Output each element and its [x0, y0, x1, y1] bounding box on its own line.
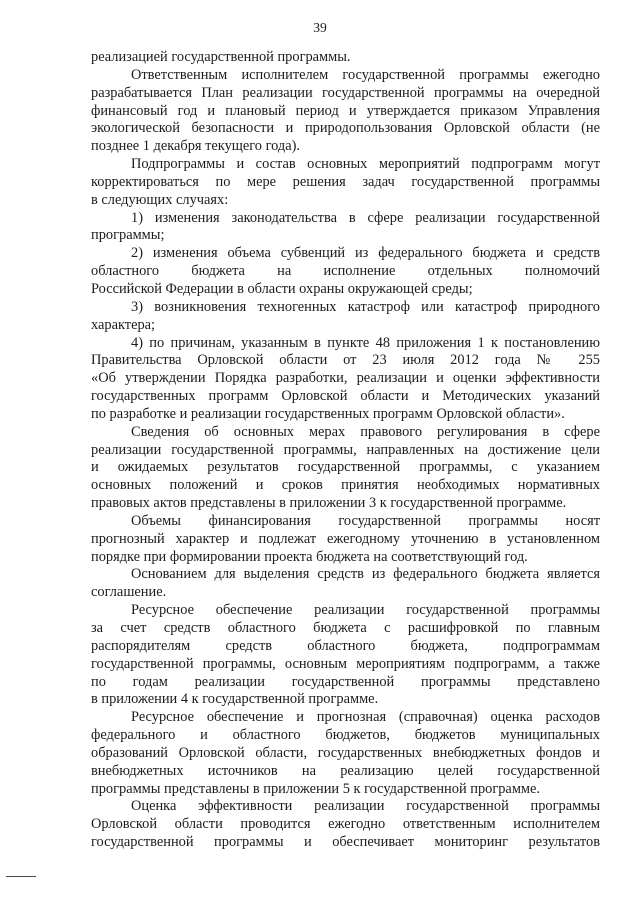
- text-line: Объемы финансирования государственной программы носят: [131, 512, 600, 529]
- text-line: распорядителям средств областного бюджета, подпрограммам: [91, 637, 600, 654]
- paragraph: [91, 566, 600, 602]
- page-number: 39: [313, 20, 327, 35]
- text-line: федерального и областного бюджетов, бюджетов муниципальных: [91, 727, 600, 744]
- text-line: в следующих случаях:: [91, 191, 229, 208]
- paragraph: [91, 245, 600, 299]
- paragraph: [91, 335, 600, 424]
- text-line: 4) по причинам, указанным в пункте 48 приложения 1 к постановлению: [131, 334, 600, 351]
- text-line: за счет средств областного бюджета с расшифровкой по главным: [91, 620, 600, 636]
- text-line: программы представлены в приложении 5 к государственной программе.: [91, 780, 541, 797]
- text-line: реализации государственной программы, направленных на достижение цели: [91, 441, 600, 458]
- text-line: правовых актов представлены в приложении 3 к государственной программе.: [91, 495, 567, 512]
- paragraph: [91, 513, 600, 567]
- text-line: Ответственным исполнителем государственной программы ежегодно: [131, 66, 600, 83]
- text-line: 1) изменения законодательства в сфере реализации государственной: [131, 209, 600, 226]
- text-line: Ресурсное обеспечение и прогнозная (справочная) оценка расходов: [131, 709, 600, 726]
- paragraph: [91, 709, 600, 798]
- text-line: в приложении 4 к государственной программе.: [91, 691, 379, 708]
- text-line: Оценка эффективности реализации государственной программы: [131, 798, 600, 815]
- text-line: 3) возникновения техногенных катастроф или катастроф природного: [131, 298, 600, 315]
- text-line: корректироваться по мере решения задач государственной программы: [91, 173, 600, 190]
- text-line: программы;: [91, 227, 165, 244]
- paragraph: [91, 67, 600, 156]
- paragraph: [91, 798, 600, 852]
- text-line: Сведения об основных мерах правового регулирования в сфере: [131, 423, 600, 440]
- text-line: внебюджетных источников на реализацию целей государственной: [91, 762, 600, 779]
- text-line: Орловской области проводится ежегодно ответственным исполнителем: [91, 816, 600, 833]
- body-text: [91, 49, 600, 852]
- text-line: и ожидаемых результатов государственной программы, с указанием: [91, 459, 600, 476]
- text-line: «Об утверждении Порядка разработки, реализации и оценки эффективности: [91, 370, 600, 387]
- paragraph: [91, 602, 600, 709]
- text-line: государственной программы, основным мероприятиям подпрограмм, а также: [91, 655, 600, 672]
- text-line: прогнозный характер и подлежат ежегодному уточнению в установленном: [91, 530, 600, 547]
- text-line: Ресурсное обеспечение реализации государственной программы: [131, 602, 600, 619]
- text-line: реализацией государственной программы.: [91, 49, 351, 65]
- text-line: позднее 1 декабря текущего года).: [91, 138, 301, 155]
- text-line: Правительства Орловской области от 23 июля 2012 года № 255: [91, 352, 600, 369]
- text-line: разрабатывается План реализации государственной программы на очередной: [91, 84, 600, 101]
- text-line: Подпрограммы и состав основных мероприятий подпрограмм могут: [131, 156, 600, 173]
- footer-rule: [6, 876, 36, 877]
- text-line: областного бюджета на исполнение отдельных полномочий: [91, 263, 600, 280]
- text-line: финансовый год и плановый период и утверждается приказом Управления: [91, 102, 600, 119]
- text-line: характера;: [91, 316, 156, 333]
- text-line: соглашение.: [91, 584, 167, 601]
- text-line: Основанием для выделения средств из федерального бюджета является: [131, 566, 600, 583]
- paragraph: [91, 49, 600, 67]
- text-line: по годам реализации государственной программы представлено: [91, 673, 600, 690]
- text-line: порядке при формировании проекта бюджета на соответствующий год.: [91, 548, 528, 565]
- text-line: основных положений и сроков принятия необходимых нормативных: [91, 477, 600, 494]
- text-line: экологической безопасности и природопользования Орловской области (не: [91, 120, 600, 137]
- text-line: государственной программы и обеспечивает мониторинг результатов: [91, 834, 600, 851]
- paragraph: [91, 299, 600, 335]
- paragraph: [91, 156, 600, 210]
- text-line: государственных программ Орловской области и Методических указаний: [91, 388, 600, 405]
- paragraph: [91, 424, 600, 513]
- text-line: по разработке и реализации государственных программ Орловской области».: [91, 405, 565, 422]
- text-line: Российской Федерации в области охраны окружающей среды;: [91, 280, 473, 297]
- text-line: 2) изменения объема субвенций из федерального бюджета и средств: [131, 245, 600, 262]
- text-line: образований Орловской области, государственных внебюджетных фондов и: [91, 744, 600, 761]
- paragraph: [91, 210, 600, 246]
